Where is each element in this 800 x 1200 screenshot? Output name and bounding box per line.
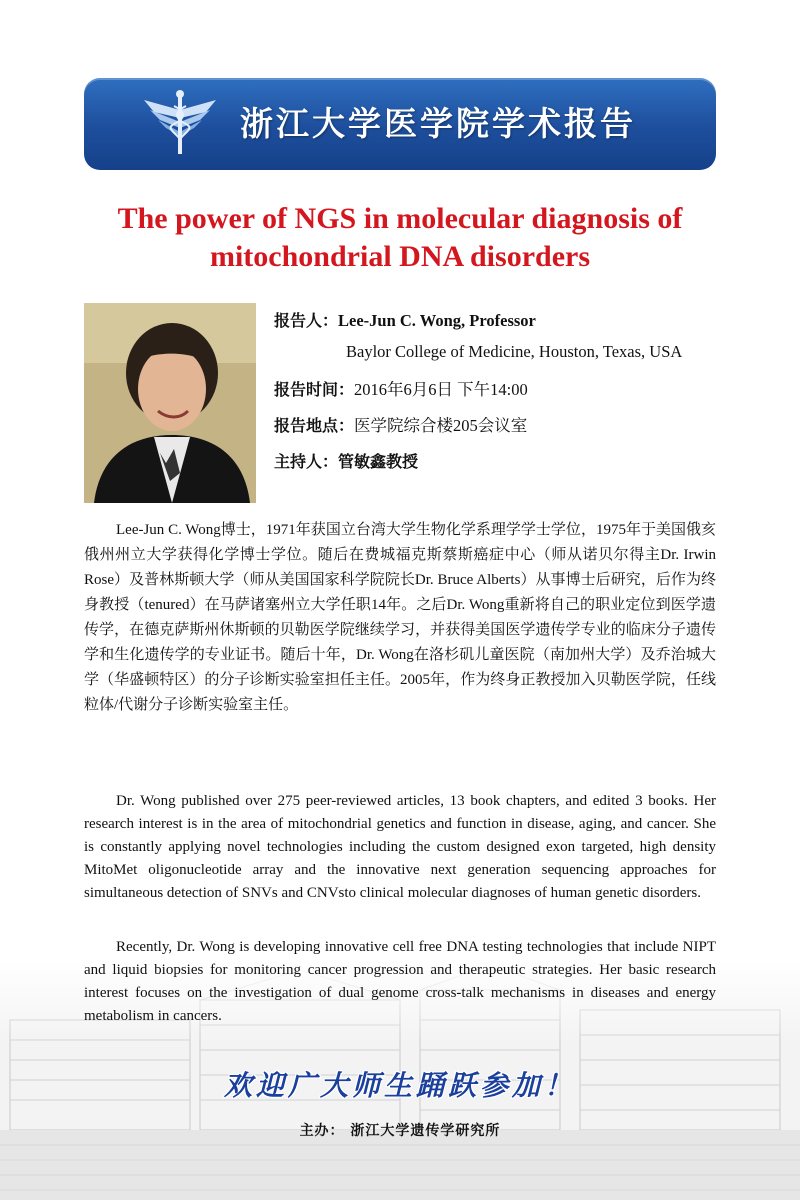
bio-chinese xyxy=(84,518,716,718)
banner-title: 浙江大学医学院学术报告 xyxy=(240,104,636,143)
talk-title xyxy=(40,200,760,276)
bio-english-paragraph-1: Dr. Wong published over 275 peer-reviewed articles, 13 book chapters, and edited 3 books. Her research interest is in the area of mitochondrial genetics and function in disease, aging, and cancer. She is constantly applying novel technologies including the custom designed exon targeted, high density MitoMet oligonucleotide array and the innovative next generation sequencing approaches for simultaneous detection of SNVs and CNVsto clinical molecular diagnoses of human genetic disorders. xyxy=(84,793,716,901)
bio-english-1 xyxy=(84,790,716,905)
time-row xyxy=(274,376,528,400)
speaker-photo xyxy=(84,303,256,503)
time-label: 报告时间： xyxy=(274,380,355,399)
bio-english-paragraph-2: Recently, Dr. Wong is developing innovative cell free DNA testing technologies that include NIPT and liquid biopsies for monitoring cancer progression and therapeutic strategies. Her basic research interest focuses on the investigation of dual genome cross-talk mechanisms in diseases and energy metabolism in cancers. xyxy=(84,939,716,1024)
organizer-line: 主办： 浙江大学遗传学研究所 xyxy=(299,1123,501,1139)
speaker-label: 报告人： xyxy=(274,311,339,330)
place-row xyxy=(274,412,527,436)
speaker-name: Lee-Jun C. Wong, Professor xyxy=(338,311,536,330)
talk-place: 医学院综合楼205会议室 xyxy=(354,416,528,435)
host-label: 主持人： xyxy=(274,452,339,471)
speaker-row xyxy=(274,308,536,331)
caduceus-logo-icon xyxy=(140,88,220,158)
talk-title-line-2: mitochondrial DNA disorders xyxy=(209,240,590,273)
speaker-portrait-illustration xyxy=(84,303,256,503)
bio-chinese-paragraph: Lee-Jun C. Wong博士，1971年获国立台湾大学生物化学系理学学士学位，1975年于美国俄亥俄州州立大学获得化学博士学位。随后在费城福克斯蔡斯癌症中心（师从诺贝尔得主Dr. Irwin Rose）及普林斯顿大学（师从美国国家科学院院长Dr. Bruce Alberts）从事博士后研究，后作为终身教授（tenured）在马萨诸塞州立大学任职14年。之后Dr. Wong重新将自己的职业定位到医学遗传学，在德克萨斯州休斯顿的贝勒医学院继续学习，并获得美国医学遗传学专业的临床分子遗传学和生化遗传学的专业证书。随后十年，Dr. Wong在洛杉矶儿童医院（南加州大学）及乔治城大学（华盛顿特区）的分子诊断实验室担任主任。2005年，作为终身正教授加入贝勒医学院，任线粒体/代谢分子诊断实验室主任。 xyxy=(84,522,716,713)
bio-english-2 xyxy=(84,936,716,1028)
talk-title-line-1: The power of NGS in molecular diagnosis of xyxy=(117,202,683,235)
welcome-slogan: 欢迎广大师生踊跃参加！ xyxy=(223,1069,576,1102)
affiliation-row xyxy=(346,342,682,362)
host-row xyxy=(274,449,418,472)
host-name: 管敏鑫教授 xyxy=(338,452,419,471)
talk-time: 2016年6月6日 下午14:00 xyxy=(354,380,528,399)
place-label: 报告地点： xyxy=(274,416,355,435)
speaker-affiliation: Baylor College of Medicine, Houston, Texas, USA xyxy=(346,342,683,361)
